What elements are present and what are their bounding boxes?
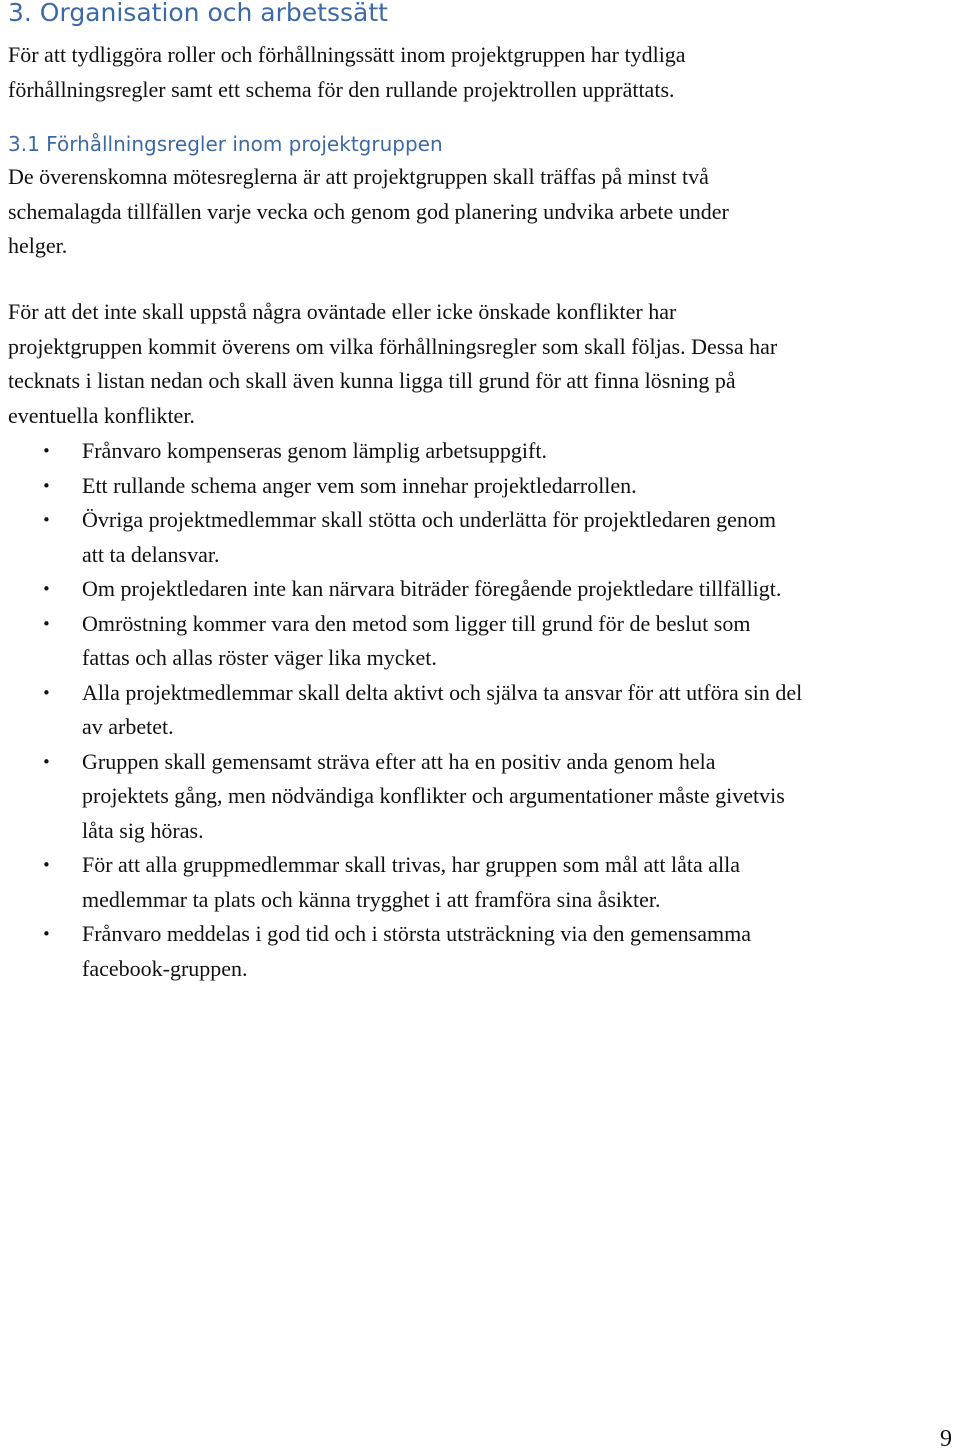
text-line: av arbetet.	[82, 714, 174, 739]
bullet-icon: •	[42, 511, 51, 529]
text-line: tecknats i listan nedan och skall även kunna ligga till grund för att finna lösning på	[8, 368, 736, 393]
text-line: De överenskomna mötesreglerna är att projektgruppen skall träffas på minst två	[8, 164, 709, 189]
text-line: schemalagda tillfällen varje vecka och genom god planering undvika arbete under	[8, 198, 729, 224]
text-line: Frånvaro kompenseras genom lämplig arbetsuppgift.	[82, 438, 547, 463]
bullet-icon: •	[42, 614, 51, 633]
rules-list	[0, 434, 960, 986]
text-line: projektgruppen kommit överens om vilka förhållningsregler som skall följas. Dessa har	[8, 333, 778, 359]
text-line: Om projektledaren inte kan närvara biträder föregående projektledare tillfälligt.	[82, 576, 782, 601]
text-line: Ett rullande schema anger vem som innehar projektledarrollen.	[82, 472, 637, 498]
bullet-icon: •	[42, 476, 51, 495]
meeting-rules-paragraph	[8, 160, 958, 264]
text-line: låta sig höras.	[82, 817, 204, 843]
text-line: Övriga projektmedlemmar skall stötta och underlätta för projektledaren genom	[82, 507, 776, 532]
bullet-icon: •	[42, 752, 51, 771]
section-heading: 3. Organisation och arbetssätt	[8, 0, 388, 27]
list-item	[0, 848, 960, 917]
text-line: För att det inte skall uppstå några oväntade eller icke önskade konflikter har	[8, 299, 677, 324]
text-line: Gruppen skall gemensamt sträva efter att ha en positiv anda genom hela	[82, 748, 716, 774]
conflict-paragraph	[8, 295, 958, 433]
bullet-icon: •	[42, 683, 51, 702]
list-item	[0, 917, 960, 986]
text-line: eventuella konflikter.	[8, 402, 195, 428]
list-item	[0, 676, 960, 745]
list-item	[0, 469, 960, 504]
text-line: helger.	[8, 233, 68, 258]
list-item	[0, 607, 960, 676]
list-item	[0, 503, 960, 572]
text-line: medlemmar ta plats och känna trygghet i att framföra sina åsikter.	[82, 886, 661, 912]
bullet-icon: •	[42, 856, 51, 874]
intro-paragraph	[8, 38, 958, 107]
text-line: För att alla gruppmedlemmar skall trivas, har gruppen som mål att låta alla	[82, 852, 740, 877]
text-line: att ta delansvar.	[82, 541, 220, 567]
list-item	[0, 434, 960, 469]
subsection-heading: 3.1 Förhållningsregler inom projektgruppen	[8, 132, 443, 156]
text-line: förhållningsregler samt ett schema för den rullande projektrollen upprättats.	[8, 76, 675, 102]
bullet-icon: •	[42, 925, 51, 943]
page-number: 9	[940, 1426, 952, 1452]
text-line: fattas och allas röster väger lika mycket.	[82, 645, 437, 670]
text-line: För att tydliggöra roller och förhållningssätt inom projektgruppen har tydliga	[8, 42, 686, 67]
text-line: facebook-gruppen.	[82, 955, 248, 981]
text-line: Alla projektmedlemmar skall delta aktivt och själva ta ansvar för att utföra sin del	[82, 679, 803, 705]
text-line: Omröstning kommer vara den metod som ligger till grund för de beslut som	[82, 610, 751, 636]
bullet-icon: •	[42, 442, 51, 460]
list-item	[0, 572, 960, 607]
list-item	[0, 745, 960, 849]
bullet-icon: •	[42, 580, 51, 598]
text-line: projektets gång, men nödvändiga konflikter och argumentationer måste givetvis	[82, 783, 785, 808]
text-line: Frånvaro meddelas i god tid och i största utsträckning via den gemensamma	[82, 921, 752, 946]
